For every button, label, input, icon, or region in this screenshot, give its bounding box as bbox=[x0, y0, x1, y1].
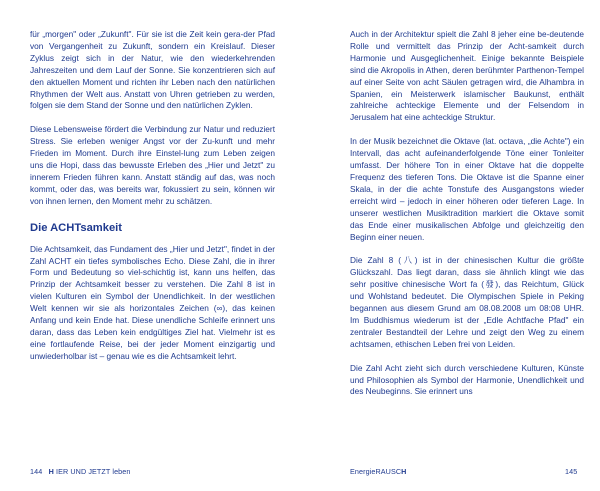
left-footer-title: IER UND JETZT leben bbox=[56, 467, 131, 476]
left-paragraph-1: für „morgen" oder „Zukunft". Für sie ist die Zeit kein gera-der Pfad von Vergangenheit zu Zukunft, sondern ein Kreislauf. Dieser Zyklus zeigt sich in der Natur, wie den wiederkehrenden Jahreszeiten und dem Lauf der Sonne. Sie konzentrieren sich auf den aktuellen Moment und richten ihr Leben nach den natürlichen Rhythmen der Welt aus. Anstatt von Uhren getrieben zu werden, folgen sie dem Stand der Sonne und den natürlichen Zyklen. bbox=[30, 29, 275, 111]
right-paragraph-3: Die Zahl 8 (八) ist in der chinesischen Kultur die größte Glückszahl. Das liegt daran, dass sie ähnlich klingt wie das sehr positive chinesische Wort fa (發), das Reichtum, Glück und Wohlstand bedeutet. Die Olympischen Spiele in Peking begannen aus diesem Grund am 08.08.2008 um 08:08 UHR. Im Buddhismus wiederum ist der „Edle Achtfache Pfad" ein zentraler Bestandteil der Lehre und zeigt den Weg zu einem achtsamen, ethischen Leben frei von Leiden. bbox=[350, 255, 584, 349]
left-footer-initial: H bbox=[48, 467, 54, 476]
left-text-column bbox=[30, 29, 275, 375]
right-paragraph-1: Auch in der Architektur spielt die Zahl 8 jeher eine be-deutende Rolle und vermittelt das Prinzip der Acht-samkeit durch Harmonie und Ausgeglichenheit. Einige bekannte Beispiele sind die Akropolis in Athen, deren berühmter Parthenon-Tempel auf einer Seite von acht Säulen getragen wird, die Alhambra in Spanien, ein Meisterwerk islamischer Baukunst, enthält zahlreiche achteckige Elemente und der Felsendom in Jerusalem hat eine achteckige Struktur. bbox=[350, 29, 584, 123]
right-paragraph-2: In der Musik bezeichnet die Oktave (lat. octava, „die Achte") ein Intervall, das acht aufeinanderfolgende Töne einer Tonleiter umfasst. Der höhere Ton in einer Oktave hat die doppelte Frequenz des tieferen Tons. Die Oktave ist die Spanne einer Skala, in der die achte Tonstufe des Ausgangstons wieder erreicht wird – jedoch in einer höheren oder tieferen Lage. In unserer westlichen Musiktradition markiert die Oktave somit das Ende einer musikalischen Abfolge und gleichzeitig den Beginn einer neuen. bbox=[350, 136, 584, 242]
right-page-number: 145 bbox=[565, 467, 578, 476]
left-page-number: 144 bbox=[30, 467, 43, 476]
right-paragraph-4: Die Zahl Acht zieht sich durch verschiedene Kulturen, Künste und Philosophien als Symbol der Harmonie, Unendlichkeit und des Neubeginns. Sie erinnert uns bbox=[350, 362, 584, 397]
section-heading: Die ACHTsamkeit bbox=[30, 221, 123, 234]
left-footer bbox=[30, 467, 130, 476]
right-text-column bbox=[350, 29, 584, 410]
left-paragraph-3: Die Achtsamkeit, das Fundament des „Hier und Jetzt", findet in der Zahl ACHT ein tiefes symbolisches Echo. Diese Zahl, die in ihrer Form und Bedeutung so viel-schichtig ist, kann uns helfen, das Prinzip der Achtsamkeit besser zu verstehen. Die Zahl 8 ist in vielen Kulturen ein Symbol der Unendlichkeit. In der westlichen Welt kennen wir sie als horizontales Zeichen (∞), das keinen Anfang und kein Ende hat. Diese unendliche Schleife erinnert uns daran, dass das Leben kein endgültiges Ziel hat. Vielmehr ist es eine fortlaufende Reise, bei der jeder Moment einzigartig und unwiederholbar ist – genau wie es die Achtsamkeit lehrt. bbox=[30, 243, 275, 361]
right-footer-title bbox=[350, 467, 406, 476]
left-paragraph-2: Diese Lebensweise fördert die Verbindung zur Natur und reduziert Stress. Sie erleben weniger Angst vor der Zu-kunft und mehr Frieden im Moment. Durch ihre Einstel-lung zum Leben zeigen uns die Hopi, dass das bewusste Erleben des „Hier und Jetzt" zu innerem Frieden führen kann. Anstatt ständig auf das, was noch kommt, oder das, was bereits war, fokussiert zu sein, können wir von ihnen lernen, den Moment mehr zu schätzen. bbox=[30, 124, 275, 206]
right-footer-title-bold: H bbox=[401, 467, 407, 476]
right-footer-title-main: EnergieRAUSC bbox=[350, 467, 402, 476]
